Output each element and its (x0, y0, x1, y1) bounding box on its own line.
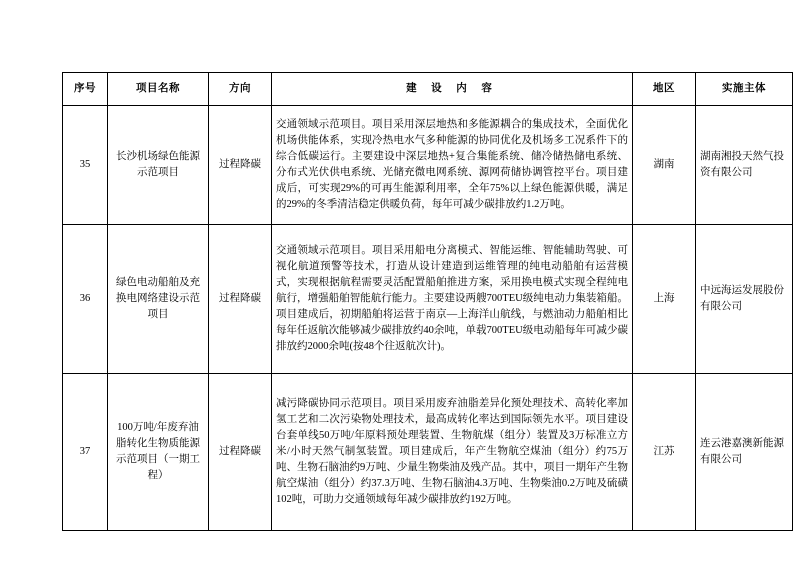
cell-direction: 过程降碳 (209, 374, 272, 531)
cell-entity: 连云港嘉澳新能源有限公司 (696, 374, 793, 531)
table-row (63, 106, 793, 225)
header-content: 建 设 内 容 (272, 73, 633, 106)
cell-entity: 中远海运发展股份有限公司 (696, 225, 793, 374)
cell-content: 交通领域示范项目。项目采用深层地热和多能源耦合的集成技术，全面优化机场供能体系，实现冷热电水气多种能源的协同优化及机场多工况系件下的综合低碳运行。主要建设中深层地热+复合集能系统、储冷储热储电系统、分布式光伏供电系统、光储充微电网系统、源网荷储协调管控平台。项目建成后，可实现29%的可再生能源利用率，全年75%以上绿色能源供暖，满足的29%的冬季清洁稳定供暖负荷，每年可减少碳排放约1.2万吨。 (272, 106, 633, 225)
header-row (63, 73, 793, 106)
table-wrapper (62, 72, 784, 531)
cell-region: 江苏 (633, 374, 696, 531)
cell-project-name: 长沙机场绿色能源示范项目 (108, 106, 209, 225)
cell-seq: 35 (63, 106, 108, 225)
header-entity: 实施主体 (696, 73, 793, 106)
cell-content: 交通领域示范项目。项目采用船电分离模式、智能运维、智能辅助驾驶、可视化航道预警等技术，打造从设计建造到运维管理的纯电动船舶有运营模式，实现根据航程需要灵活配置船舶推进方案，采用换电模式实现全程纯电航行，增强船舶智能航行能力。主要建设两艘700TEU级纯电动力集装箱船。项目建成后，初期船舶将运营于南京—上海洋山航线，与燃油动力船舶相比每年任返航次能够减少碳排放约40余吨，单载700TEU级电动船每年可减少碳排放约2000余吨(按48个往返航次计)。 (272, 225, 633, 374)
cell-content: 减污降碳协同示范项目。项目采用废弃油脂差异化预处理技术、高转化率加氢工艺和二次污染物处理技术，最高成转化率达到国际领先水平。项目建设台套单线50万吨/年原料预处理装置、生物航煤（组分）装置及3万标准立方米/小时天然气制氢装置。项目建成后，年产生物航空煤油（组分）约75万吨、生物石脑油约9万吨、少量生物柴油及残产品。其中，项目一期年产生物航空煤油（组分）约37.3万吨、生物石脑油4.3万吨、生物柴油0.2万吨及硫磺102吨，可助力交通领域每年减少碳排放约192万吨。 (272, 374, 633, 531)
cell-seq: 36 (63, 225, 108, 374)
table-body (63, 106, 793, 531)
header-name: 项目名称 (108, 73, 209, 106)
cell-seq: 37 (63, 374, 108, 531)
table-header (63, 73, 793, 106)
cell-project-name: 100万吨/年废弃油脂转化生物质能源示范项目（一期工程） (108, 374, 209, 531)
table-row (63, 374, 793, 531)
cell-project-name: 绿色电动船舶及充换电网络建设示范项目 (108, 225, 209, 374)
cell-direction: 过程降碳 (209, 106, 272, 225)
table-row (63, 225, 793, 374)
cell-region: 湖南 (633, 106, 696, 225)
header-seq: 序号 (63, 73, 108, 106)
project-table (62, 72, 793, 531)
cell-region: 上海 (633, 225, 696, 374)
header-direction: 方向 (209, 73, 272, 106)
cell-entity: 湖南湘投天然气投资有限公司 (696, 106, 793, 225)
header-region: 地区 (633, 73, 696, 106)
cell-direction: 过程降碳 (209, 225, 272, 374)
